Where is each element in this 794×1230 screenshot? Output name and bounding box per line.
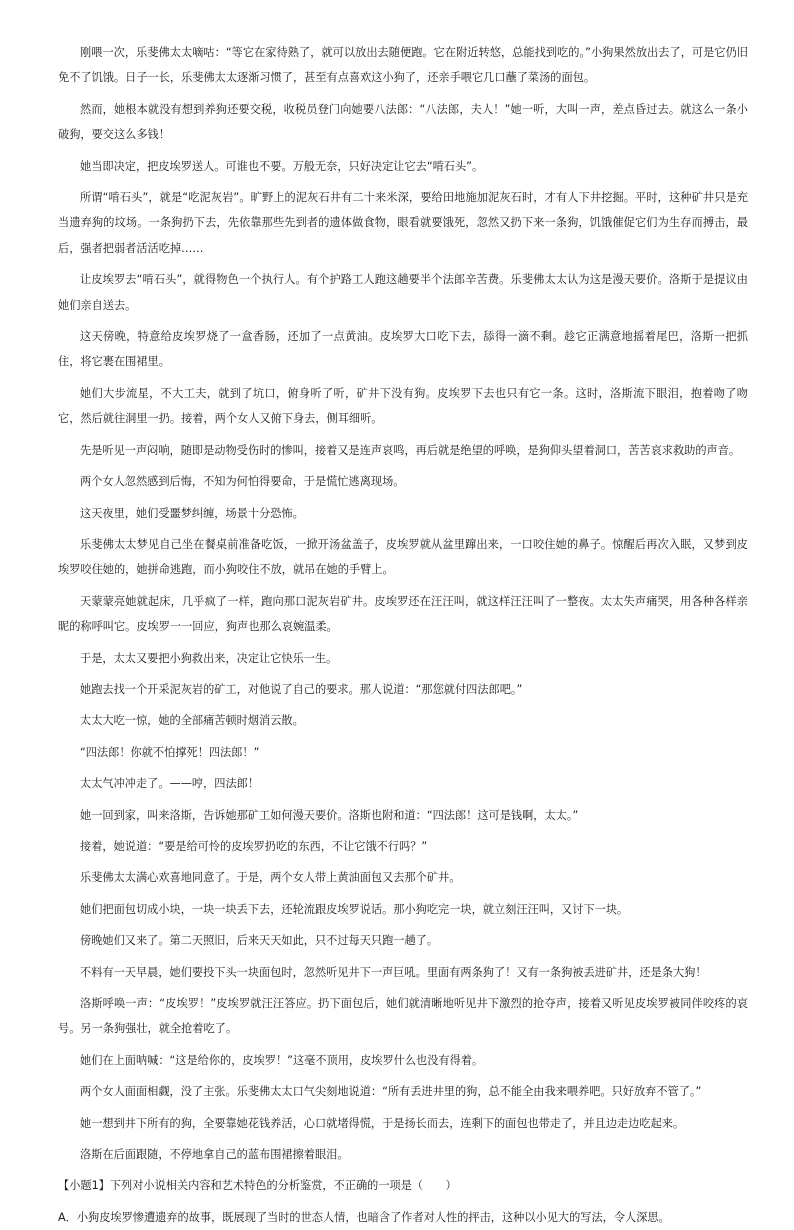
question-stem: 【小题1】下列对小说相关内容和艺术特色的分析鉴赏，不正确的一项是（ ） bbox=[58, 1179, 457, 1193]
story-paragraph: 然而，她根本就没有想到养狗还要交税，收税员登门向她要八法郎：“八法郎，夫人！”她一听，大叫一声，差点昏过去。就这么一条小破狗，要交这么多钱！ bbox=[58, 102, 748, 142]
story-paragraph: 她跑去找一个开采泥灰岩的矿工，对他说了自己的要求。那人说道：“那您就付四法郎吧。” bbox=[80, 682, 523, 696]
story-paragraph: “四法郎！你就不怕撑死！四法郎！” bbox=[80, 745, 260, 759]
story-body bbox=[58, 40, 748, 1230]
story-paragraph: 傍晚她们又来了。第二天照旧，后来天天如此，只不过每天只跑一趟了。 bbox=[80, 934, 439, 948]
story-paragraph: 她一想到井下所有的狗，全要靠她花钱养活，心口就堵得慌，于是扬长而去，连剩下的面包也带走了，并且边走边吃起来。 bbox=[80, 1116, 685, 1130]
story-paragraph: 于是，太太又要把小狗救出来，决定让它快乐一生。 bbox=[80, 651, 338, 665]
story-paragraph: 她们大步流星，不大工夫，就到了坑口，俯身听了听，矿井下没有狗。皮埃罗下去也只有它一条。这时，洛斯流下眼泪，抱着吻了吻它，然后就往洞里一扔。接着，两个女人又俯下身去，侧耳细听。 bbox=[58, 386, 748, 426]
story-paragraph: 先是听见一声闷响，随即是动物受伤时的惨叫，接着又是连声哀鸣，再后就是绝望的呼唤，是狗仰头望着洞口，苦苦哀求救助的声音。 bbox=[80, 443, 741, 457]
story-paragraph: 洛斯在后面跟随，不停地拿自己的蓝布围裙擦着眼泪。 bbox=[80, 1148, 349, 1162]
story-paragraph: 天蒙蒙亮她就起床，几乎疯了一样，跑向那口泥灰岩矿井。皮埃罗还在汪汪叫，就这样汪汪叫了一整夜。太太失声痛哭，用各种各样亲昵的称呼叫它。皮埃罗一一回应，狗声也那么哀婉温柔。 bbox=[58, 594, 748, 634]
story-paragraph: 她们把面包切成小块，一块一块丢下去，还轮流跟皮埃罗说话。那小狗吃完一块，就立刻汪汪叫，又讨下一块。 bbox=[80, 902, 629, 916]
story-paragraph: 接着，她说道：“要是给可怜的皮埃罗扔吃的东西，不让它饿不行吗？” bbox=[80, 839, 428, 853]
story-paragraph: 她们在上面呐喊：“这是给你的，皮埃罗！”这毫不顶用，皮埃罗什么也没有得着。 bbox=[80, 1053, 484, 1067]
story-paragraph: 她当即决定，把皮埃罗送人。可谁也不要。万般无奈，只好决定让它去“啃石头”。 bbox=[80, 159, 484, 173]
story-paragraph: 这天夜里，她们受噩梦纠缠，场景十分恐怖。 bbox=[80, 506, 304, 520]
story-paragraph: 洛斯呼唤一声：“皮埃罗！”皮埃罗就汪汪答应。扔下面包后，她们就清晰地听见井下激烈的抢夺声，接着又听见皮埃罗被同伴咬疼的哀号。另一条狗强壮，就全抢着吃了。 bbox=[58, 997, 748, 1036]
story-paragraph: 两个女人面面相觑，没了主张。乐斐佛太太口气尖刻地说道：“所有丢进井里的狗，总不能全由我来喂养吧。只好放弃不管了。” bbox=[80, 1085, 702, 1099]
story-paragraph: 所谓“啃石头”，就是“吃泥灰岩”。旷野上的泥灰石井有二十来米深，要给田地施加泥灰石时，才有人下井挖掘。平时，这种矿井只是充当遗弃狗的坟场。一条狗扔下去，先依靠那些先到者的遗体做食物，眼看就要饿死，忽然又扔下来一条狗，饥饿催促它们为生存而搏击，最后，强者把弱者活活吃掉…… bbox=[58, 191, 748, 255]
story-paragraph: 太太气冲冲走了。——哼，四法郎！ bbox=[80, 777, 260, 791]
story-paragraph: 不料有一天早晨，她们要投下头一块面包时，忽然听见井下一声巨吼。里面有两条狗了！又有一条狗被丢进矿井，还是条大狗！ bbox=[80, 965, 707, 979]
story-paragraph: 太太大吃一惊，她的全部痛苦顿时烟消云散。 bbox=[80, 714, 304, 728]
story-paragraph: 两个女人忽然感到后悔，不知为何怕得要命，于是慌忙逃离现场。 bbox=[80, 475, 405, 489]
question-option-a: A．小狗皮埃罗惨遭遗弃的故事，既展现了当时的世态人情，也暗含了作者对人性的抨击，这种以小见大的写法，令人深思。 bbox=[58, 1210, 670, 1224]
story-paragraph: 让皮埃罗去“啃石头”，就得物色一个执行人。有个护路工人跑这趟要半个法郎辛苦费。乐斐佛太太认为这是漫天要价。洛斯于是提议由她们亲自送去。 bbox=[58, 273, 748, 312]
story-paragraph: 乐斐佛太太满心欢喜地同意了。于是，两个女人带上黄油面包又去那个矿井。 bbox=[80, 871, 461, 885]
story-paragraph: 乐斐佛太太梦见自己坐在餐桌前准备吃饭，一掀开汤盆盖子，皮埃罗就从盆里蹿出来，一口咬住她的鼻子。惊醒后再次入眠，又梦到皮埃罗咬住她的，她拼命逃跑，而小狗咬住不放，就吊在她的手臂上。 bbox=[58, 537, 748, 577]
story-paragraph: 刚喂一次，乐斐佛太太嘀咕：“等它在家待熟了，就可以放出去随便跑。它在附近转悠，总能找到吃的。”小狗果然放出去了，可是它仍旧免不了饥饿。日子一长，乐斐佛太太逐渐习惯了，甚至有点喜欢这小狗了，还亲手喂它几口蘸了菜汤的面包。 bbox=[58, 46, 748, 85]
story-paragraph: 这天傍晚，特意给皮埃罗烧了一盒香肠，还加了一点黄油。皮埃罗大口吃下去，舔得一滴不剩。趁它正满意地摇着尾巴，洛斯一把抓住，将它裹在围裙里。 bbox=[58, 330, 748, 369]
story-paragraph: 她一回到家，叫来洛斯，告诉她那矿工如何漫天要价。洛斯也附和道：“四法郎！这可是钱啊，太太。” bbox=[80, 808, 579, 822]
